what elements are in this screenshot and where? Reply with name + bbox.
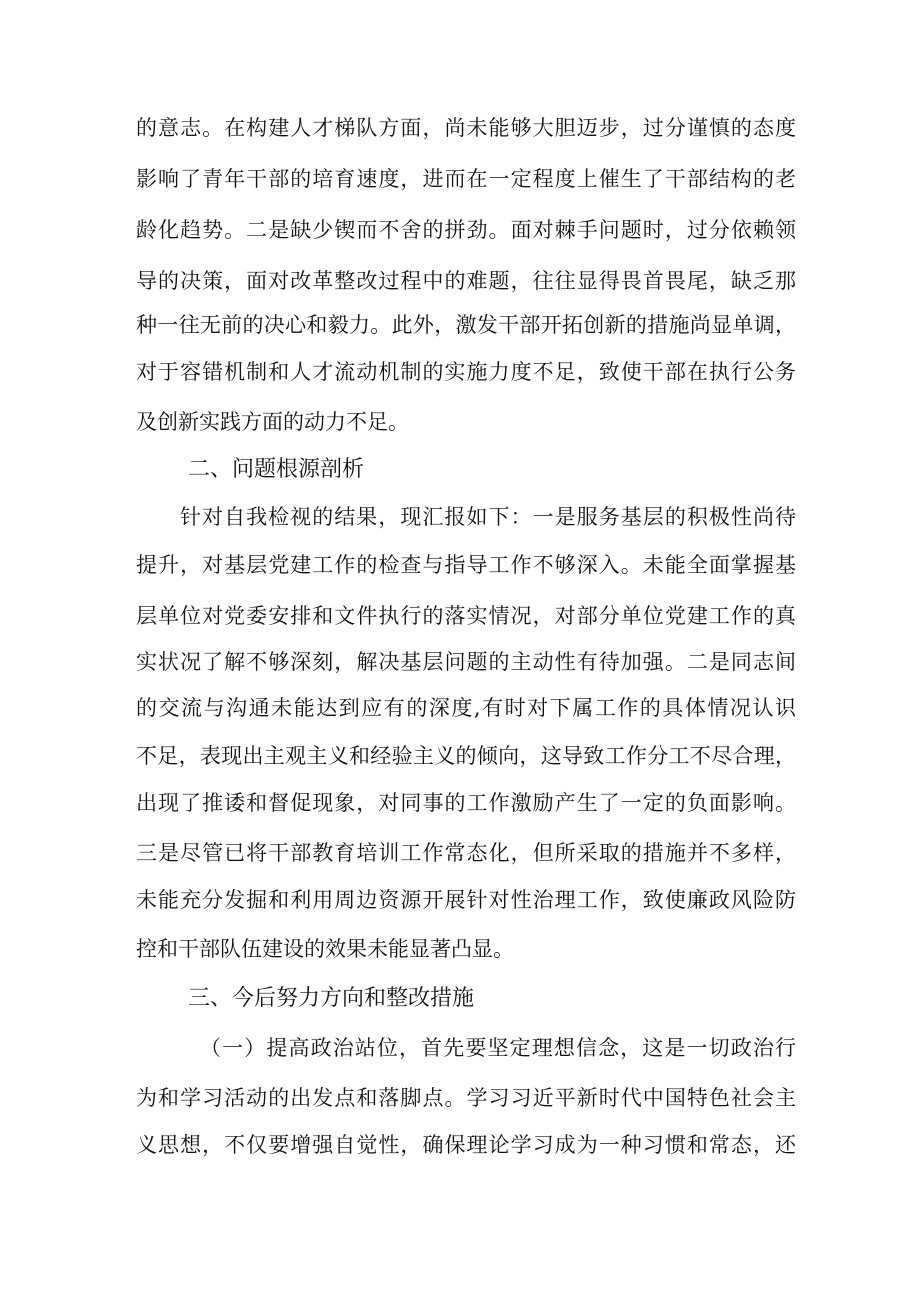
paragraph-line: 控和干部队伍建设的效果未能显著凸显。	[136, 937, 514, 961]
paragraph-line: 层单位对党委安排和文件执行的落实情况，对部分单位党建工作的真	[136, 604, 796, 628]
paragraph-line: 三是尽管已将干部教育培训工作常态化，但所采取的措施并不多样，	[136, 841, 796, 865]
paragraph-line: 及创新实践方面的动力不足。	[136, 410, 409, 434]
paragraph-line: 种一往无前的决心和毅力。此外，激发干部开拓创新的措施尚显单调，	[136, 313, 796, 337]
paragraph-line: 提升，对基层党建工作的检查与指导工作不够深入。未能全面掌握基	[136, 553, 796, 577]
paragraph-line: 出现了推诿和督促现象，对同事的工作激励产生了一定的负面影响。	[136, 791, 796, 815]
paragraph-line: 义思想，不仅要增强自觉性，确保理论学习成为一种习惯和常态，还	[136, 1133, 796, 1157]
paragraph-line: 龄化趋势。二是缺少锲而不舍的拼劲。面对棘手问题时，过分依赖领	[136, 218, 796, 242]
paragraph-line: 对于容错机制和人才流动机制的实施力度不足，致使干部在执行公务	[136, 360, 796, 384]
paragraph-line: 针对自我检视的结果，现汇报如下：一是服务基层的积极性尚待	[180, 505, 796, 529]
paragraph-line: 为和学习活动的出发点和落脚点。学习习近平新时代中国特色社会主	[136, 1086, 796, 1110]
paragraph-line: 实状况了解不够深刻，解决基层问题的主动性有待加强。二是同志间	[136, 650, 796, 674]
paragraph-line: 的意志。在构建人才梯队方面，尚未能够大胆迈步，过分谨慎的态度	[136, 116, 796, 140]
paragraph-line: （一）提高政治站位，首先要坚定理想信念，这是一切政治行	[200, 1036, 796, 1060]
section-heading: 二、问题根源剖析	[188, 457, 365, 482]
paragraph-line: 导的决策，面对改革整改过程中的难题，往往显得畏首畏尾，缺乏那	[136, 269, 796, 293]
paragraph-line: 未能充分发掘和利用周边资源开展针对性治理工作，致使廉政风险防	[136, 888, 796, 912]
paragraph-line: 的交流与沟通未能达到应有的深度,有时对下属工作的具体情况认识	[136, 696, 796, 720]
paragraph-line: 不足，表现出主观主义和经验主义的倾向，这导致工作分工不尽合理，	[136, 744, 796, 768]
section-heading: 三、今后努力方向和整改措施	[188, 986, 475, 1011]
paragraph-line: 影响了青年干部的培育速度，进而在一定程度上催生了干部结构的老	[136, 167, 796, 191]
